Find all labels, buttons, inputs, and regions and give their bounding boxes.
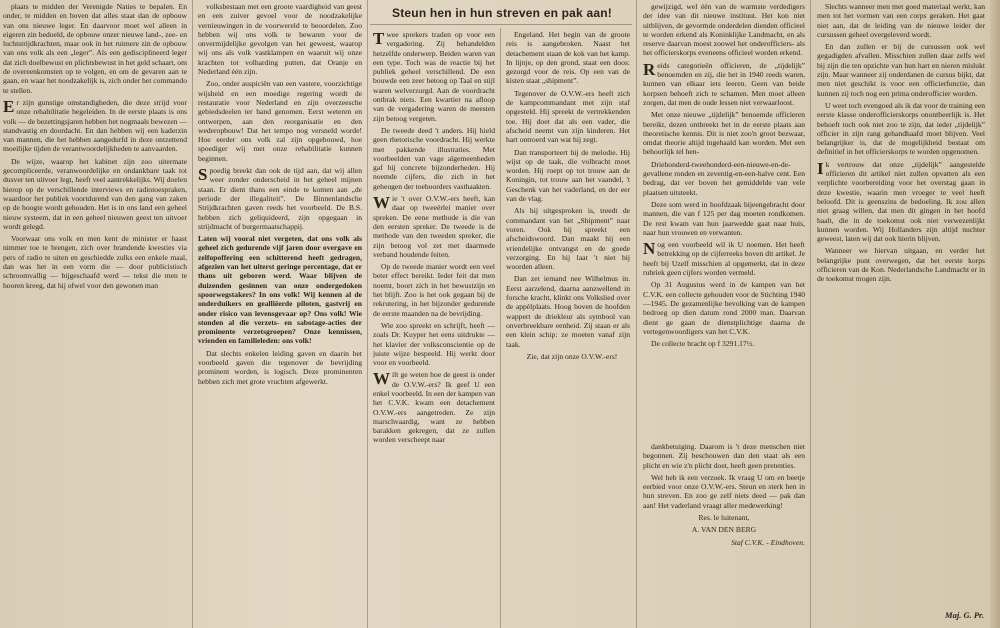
paragraph-text: ie 't over O.V.W.-ers heeft, kan daar op tweeërlei manier over spreken. De eene methode is die van den eersten spreker. De tweede is de methode van den tweeden spreker, die zijn betoog vol zet met daarmede verband houdende feiten. — [373, 194, 495, 259]
column-rule — [810, 0, 811, 628]
paragraph: U weet toch evengoed als ik dat voor de training een eerste klasse onderofficierskorps onontbeerlijk is. Het behoeft toch ook niet zoo te zijn, dat ieder „tijdelijk” officier in zijn rang gehandhaafd moet blijven. Veel belangrijker is, dat de mogelijkheid bestaat om definitief in het officierskorps te worden opgenomen. — [817, 100, 985, 157]
paragraph: Deze som werd in hoofdzaak bijeengebracht door mannen, die van f 125 per dag moeten rondkomen. De rest kwam van hun jaarwedde gaat naar huis, naar hun vrouwen en verwanten. — [643, 199, 805, 237]
column-rule — [500, 28, 501, 628]
paragraph: Op 31 Augustus werd in de kampen van het C.V.K. een collecte gehouden voor de Stichting 1940—1945. De gezamenlijke bevolking van de kampen bedroeg op dien datum rond 2000 man. Daarvan dient ge gaan de dienstplichtige daarna de vertegenwoordigers van het C.V.K. — [643, 280, 805, 336]
paragraph — [3, 98, 187, 154]
drop-cap: I — [817, 158, 824, 178]
paragraph — [643, 61, 805, 107]
column-4 — [503, 28, 633, 628]
paragraph: dankbetuiging. Daarom is 't deze menschen niet begonnen. Zij beschouwen dan den staat als een plicht en wie z'n plicht doet, heeft geen pretenties. — [643, 442, 805, 470]
paragraph — [643, 240, 805, 277]
paragraph-text: eids categorieën officieren, de „tijdelijk” benoemden en zij, die het in 1940 reeds waren, kunnen van elkaar iets leeren. Geen van beide korpsen behoeft zich te schamen. Men moet alleen zorgen, dat men de oude lessen niet verwaarloost. — [643, 60, 805, 107]
paragraph: Op de tweede manier wordt een veel beter effect bereikt. Ieder feit dat men noemt, boort zich in het bewustzijn en het blijft. Zoo is het ook gegaan bij de rekrutering, in het bijzonder gedurende de eerste maanden na de bevrijding. — [373, 262, 495, 318]
drop-cap: S — [198, 165, 208, 185]
drop-cap: T — [373, 29, 385, 48]
column-5 — [640, 0, 808, 438]
paragraph: Wie zoo spreekt en schrijft, heeft — zoals Dr. Kuyper het eens uitdrukte — het klavier der volksconscientie op de juiste wijze bespeeld. Hij werkt door voor en voorbeeld. — [373, 320, 495, 368]
paragraph: De collecte bracht op f 3291.17½. — [651, 339, 755, 349]
column-rule — [636, 0, 637, 628]
drop-cap: W — [373, 369, 390, 389]
paragraph-text: poedig breekt dan ook de tijd aan, dat wij allen weer zonder onderscheid in het geheel mijnen staan. Er dient thans een einde te komen aan „de periode der illegaliteit”. De Binnenlandsche Strijdkrachten gaven reeds het voorbeeld. De B.S. hebben zich geliquideerd, zijn opgegaan in strijdmacht of burgermaatschappij. — [198, 166, 362, 231]
paragraph: Zie, dat zijn onze O.V.W.-ers! — [526, 351, 618, 361]
paragraph: Als hij uitgesproken is, treedt de commandant van het „Shipment” naar voren. Ook hij spreekt een afscheidswoord. Dan maakt hij een vriendelijke ontvangst en de goede verzorging. En hij laat 't niet bij woorden alleen. — [506, 206, 630, 272]
paragraph: Slechts wanneer men met goed materiaal werkt, kan men tot het vormen van een corps geraken. Het gaat niet aan, dat de leiding van de nieuwe leider der cursussen geheel overgeleverd wordt. — [817, 2, 985, 39]
paragraph-text: k vertrouw dat onze „tijdelijk” aangestelde officieren dit artikel niet zullen opvatten als een verplichte voorbereiding voor het overstag gaan in deze kwestie, waarin men vroeger te veel heeft beloofd. Dit is geenszins de bedoeling. Ik zou allen niet graag willen, dat men dit gingen in het hoofd haalt, die in de toekomst ook niet verwezenlijkt kunnen worden. Wij Hollanders zijn altijd nuchter geweest, laten wij dat ook hierin blijven. — [817, 159, 985, 244]
paragraph: Staf C.V.K. - Eindhoven. — [731, 537, 805, 547]
column-2 — [195, 0, 365, 628]
paragraph-text: r zijn gunstige omstandigheden, die deze strijd voor onze rehabilitatie begeleiden. In de eerste plaats is ons volk — de bezettingsjaren hebben het nogmaals bewezen — standvastig en doordacht. En dan hebben wij een kaderzin van mannen, die het hebben aangedurfd in deze ontzettend moeilijke tijden de verantwoordelijkheden te aanvaarden. — [3, 97, 187, 154]
paragraph: A. VAN DEN BERG — [691, 525, 757, 535]
paragraph: Voorwaar ons volk en men kent de minister er haast nimmer toe te brengen, zich over brandende kwesties via pers of radio te uiten en geschiedde zulks een enkele maal, dan was het in een vorm die — door publicistisch schroomvallig — bijgeschaafd werd — tekst die men te hooren kreeg, dat hij ofwel voor den gewonen man — [3, 234, 187, 290]
column-7 — [814, 0, 988, 608]
paragraph-text: wee sprekers traden op voor een vergadering. Zij behandelden hetzelfde onderwerp. Beiden waren van een type. Toch was de reactie bij het publiek geheel verschillend. De een bouwde een zeer betoog op Taal en stijl waren welverzorgd. Aan de voordracht ontbrak niets. Een kwartier na afloop van de vergadering waren de meesten zijn betoog vergeten. — [373, 30, 495, 123]
drop-cap: W — [373, 193, 390, 213]
drop-cap: R — [643, 59, 656, 79]
paragraph: De wijze, waarop het kabinet zijn zoo uitermate gecompliceerde, veranwoordelijke en ondankbare taak tot dusver ten uitvoer legt, heeft veel aantrekkelijks. Wij doelen hierop op de verschillende interviews en radiotoespraken, waardoor het publiek voortdurend van den gang van zaken op de hoogte wordt gehouden. Het is in ons land een geheel nieuw systeem, dat in een geheel nieuwen geest ten uitvoer wordt gelegd. — [3, 156, 187, 231]
headline: Steun hen in hun streven en pak aan! — [392, 6, 612, 20]
page-edge — [990, 0, 1000, 628]
paragraph: Wel heb ik een verzoek. Ik vraag U om en beetje eerbied voor onze O.V.W.-ers. Steun en sterk hen in hun streven. En zoo ge zelf niets deed — pak dan aan! Het vaderland vraagt aller medewerking! — [643, 472, 805, 510]
paragraph — [817, 160, 985, 244]
paragraph: Wanneer we hiervan uitgaan, en verder het belangrijke punt overwegen, dat het eerste korps officieren van de Kon. Nederlandsche Landmacht er in de toekomst mogen zijn. — [817, 246, 985, 284]
paragraph — [373, 194, 495, 259]
paragraph-text: og een voorbeeld wil ik U noemen. Het heeft betrekking op de cijferreeks boven dit artikel. Je heeft bij Uzelf misschien al opgemerkt, dat in deze rubriek geen cijfers worden vermeld. — [643, 240, 805, 278]
drop-cap: N — [643, 239, 656, 259]
paragraph: En dan zullen er bij de cursussen ook wel gegadigden afvallen. Misschien zullen daar zelfs wel bij zijn die ten opzichte van hun hart en nieren mislukt zijn. Maar wanneer zij onderdanen de cursus bijkt, dat men niet geschikt is voor een officierfunctie, dan kunnen zij toch nog een prima onderofficier worden. — [817, 42, 985, 98]
paragraph: Driehonderd-tweehonderd-een-nieuwe-en-de-gevallene ronden en zeventig-en-een-halve cent. Een bedrag, dat ver boven het gemiddelde van vele plaatsen uitsteekt. — [643, 159, 805, 197]
paragraph: Dat slechts enkelen leiding gaven en daarin het voorbeeld gaven die tegenover de bevrijding prominent worden, is logisch. Deze prominenten hebben zich met grote vruchten afgewerkt. — [198, 348, 362, 386]
paragraph: Res. le luitenant, — [698, 513, 750, 523]
paragraph: De tweede deed 't anders. Hij hield geen rhetorische voordracht. Hij werkte met pakkende illustraties. Met voorbeelden van vage algemeenheden gaf hij concrete bijzonderheden. Hij noemde cijfers, die zich in het geheugen der toehoorders vasthaakten. — [373, 125, 495, 191]
column-3 — [370, 28, 498, 628]
paragraph: Zoo, onder auspiciën van een vastere, voorzichtige wijsheid en een moedige regering wordt de restauratie voor Nederland en zijn overzeesche gebiedsdeelen ter hand genomen. Eerst weteren en ontwerpen, aan den reorganisatie en den wederopbouw! Dat het tempo nog versneld worde! Hoe eerder ons volk zal zijn opgebouwd, hoe spoediger wij met onze rehabilitatie kunnen beginnen. — [198, 79, 362, 163]
paragraph: Dan zet iemand nee Wilhelmus in. Eerst aarzelend, daarna aanzwellend in forsche kracht, klinkt ons Volkslied over de appèlplaats. Hoog boven de hoofden wappert de driekleur als symbool van onverbreekbare eenheid. Zij staan er als een klein schip: ze moeten vanaf zijn taak. — [506, 274, 630, 349]
paragraph: volksbestaan met een groote vaardigheid van geest en een zuiver gevoel voor de noodzakelijke vernieuwingen in de voorwereld te beoordelen. Zoo hebben wij ons volk te bewaren voor de onvermijdelijke gevolgen van het geweest, waarop wij ons als volk vastklampen en waaruit wij onze krachten tot volharding putten, dat Oranje en Nederland één zijn. — [198, 2, 362, 77]
column-1 — [0, 0, 190, 628]
paragraph — [198, 166, 362, 231]
paragraph: Laten wij vooral niet vergeten, dat ons volk als geheel zich gedurende vijf jaren door overgave en zelfopoffering een schitterend heeft gedragen, afgezien van het uiterst geringe percentage, dat er thans uit geboren werd. Waar blijven de duizenden gesinnen van onze ondergedoken spoorwegstakers? In ons volk! Wij kennen al de onderduikers en gealliëerde piloten, gastvrij en onder risico van levensgevaar op? Ons volk! Wie stonden al die verzets- en sabotage-acties der prominente verzetsgroepen? Onze kennissen, vrienden en familieleden: ons volk! — [198, 234, 362, 346]
paragraph: Dan transporteert hij de melodie. Hij wijst op de taak, die volbracht moet worden. Hij roept op tot trouw aan de Koningin, tot trouw aan het vaandel, 't Geschenk van het vaderland, en der eer van de vlag. — [506, 147, 630, 204]
signature: Maj. G. Pr. — [945, 610, 984, 620]
paragraph: plaats te midden der Verenigde Naties te bepalen. En onder, te midden en boven dat alles staat dan de opbouw van ons nieuwe leger. En daarvoor moet wel alleen in eigeren zin bedoeld, de opbouw onzer nieuwe land-, zee- en luchtstrijdkrachten, maar ook in het ruimere zin de opbouw van ons volk als een „leger”. Als een gedisciplineerd leger dat zich doelbewust en plichtsbewust in het geld schaart, om de overeenkomsten op te volgen, en om de gevaren aan te gaan, en waar het noodzakelijk is, zich onder het commando te stellen. — [3, 2, 187, 95]
paragraph — [373, 370, 495, 444]
paragraph: Engeland. Het begin van de groote reis is aangebroken. Naast het detachement staan de kok van het kamp. In lijnje, op den grond, staat een doos: gezorgd voor de reis. Op een van de kisten staat „shipment”. — [506, 30, 630, 86]
column-rule — [192, 0, 193, 628]
drop-cap: E — [3, 96, 15, 116]
paragraph-text: ilt ge weten hoe de geest is onder de O.V.W.-ers? Ik geef U een enkel voorbeeld. In een der kampen van het C.V.K. kwam een detachement O.V.W.-ers aangetreden. Ze zijn marschvaardig, want ze hebben barakken gekregen, dat ze zullen worden verscheept naar — [373, 370, 495, 445]
headline-rule — [370, 24, 632, 25]
column-rule — [367, 0, 368, 628]
paragraph: gewijzigd, wel één van de warmste verdedigers der idee van dit nieuwe instituut. Het kon niet uitblijven, de gevormde onderdelen dienden officieel te worden erkend als Koninklijke Landmacht, en als reserve daarvan moest zoowel het onderofficiers- als het officierskorps eveneens officieel worden erkend. — [643, 2, 805, 58]
paragraph: Met onze nieuwe „tijdelijk” benoemde officieren bereikt, dezen ontbreekt het in de eerste plaats aan theoretische kennis. Dit is niet zoo'n groot bezwaar, omdat theorie altijd ingehaald kan worden. Met een behoorlijk tel hen- — [643, 110, 805, 157]
column-6 — [640, 440, 808, 628]
paragraph — [373, 30, 495, 123]
paragraph: Tegenover de O.V.W.-ers heeft zich de kampcommandant met zijn staf opgesteld. Hij spreekt de vertrekkenden toe. Hij doet dat als een vader, die afscheid neemt van zijn kinderen. Het hart ontroerd van wat hij zegt. — [506, 88, 630, 145]
